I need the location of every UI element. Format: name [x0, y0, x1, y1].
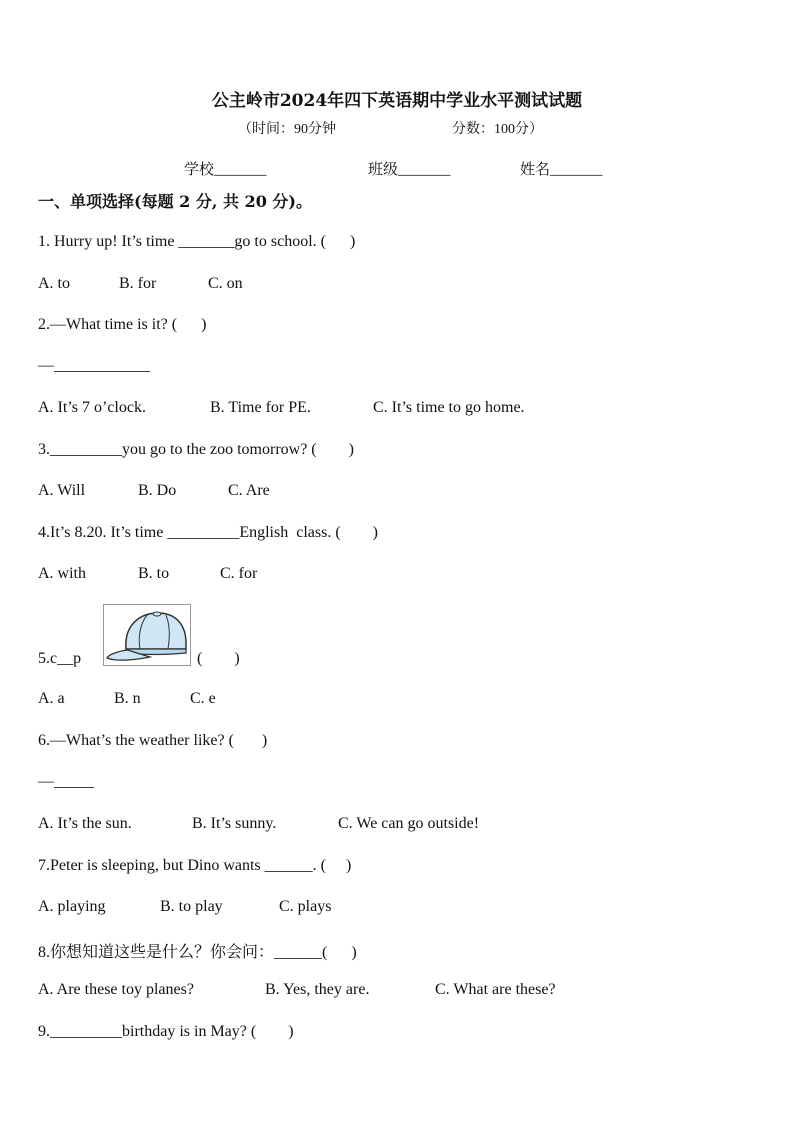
- question-1-options: [38, 275, 243, 293]
- option-c[interactable]: C. Are: [228, 482, 270, 499]
- question-5-stem: 5.c__p: [38, 650, 82, 667]
- class-field[interactable]: 班级_______: [368, 162, 451, 178]
- section-heading: 一、单项选择(每题 2 分, 共 20 分)。: [38, 192, 312, 211]
- option-b[interactable]: B. n: [114, 690, 141, 707]
- question-4-stem: 4.It’s 8.20. It’s time _________English class. ( ): [38, 524, 378, 541]
- question-1-stem: 1. Hurry up! It’s time _______go to school. ( ): [38, 233, 356, 250]
- option-a[interactable]: A. with: [38, 565, 86, 582]
- option-b[interactable]: B. for: [119, 275, 157, 292]
- option-b[interactable]: B. Time for PE.: [210, 399, 311, 416]
- question-8-options: [38, 981, 556, 999]
- question-6-stem: 6.—What’s the weather like? ( ): [38, 732, 268, 749]
- option-a[interactable]: A. playing: [38, 898, 106, 915]
- option-a[interactable]: A. Will: [38, 482, 86, 499]
- option-c[interactable]: C. e: [190, 690, 216, 707]
- exam-time: （时间：90分钟: [238, 122, 336, 137]
- option-a[interactable]: A. It’s the sun.: [38, 815, 132, 832]
- question-9-stem: 9._________birthday is in May? ( ): [38, 1023, 294, 1040]
- option-a[interactable]: A. a: [38, 690, 65, 707]
- question-8-stem: 8.你想知道这些是什么？你会问：______( ): [38, 944, 357, 961]
- option-a[interactable]: A. Are these toy planes?: [38, 981, 194, 998]
- question-3-stem: 3._________you go to the zoo tomorrow? ( ): [38, 441, 354, 458]
- cap-icon: [104, 605, 190, 665]
- question-6-answer-line[interactable]: —_____: [38, 773, 94, 790]
- question-2-options: [38, 399, 525, 417]
- option-c[interactable]: C. on: [208, 275, 243, 292]
- question-7-options: [38, 898, 331, 916]
- option-c[interactable]: C. for: [220, 565, 258, 582]
- question-4-options: [38, 565, 257, 583]
- cap-picture: [103, 604, 191, 666]
- option-b[interactable]: B. Do: [138, 482, 177, 499]
- option-b[interactable]: B. Yes, they are.: [265, 981, 370, 998]
- option-b[interactable]: B. to play: [160, 898, 223, 915]
- question-2-stem: 2.—What time is it? ( ): [38, 316, 207, 333]
- question-5-options: [38, 690, 216, 708]
- question-3-options: [38, 482, 270, 500]
- name-field[interactable]: 姓名_______: [520, 162, 603, 178]
- option-c[interactable]: C. We can go outside!: [338, 815, 480, 832]
- option-b[interactable]: B. It’s sunny.: [192, 815, 277, 832]
- option-c[interactable]: C. What are these?: [435, 981, 556, 998]
- option-b[interactable]: B. to: [138, 565, 170, 582]
- option-c[interactable]: C. plays: [279, 898, 332, 915]
- question-5-bracket[interactable]: ( ): [197, 650, 240, 667]
- option-c[interactable]: C. It’s time to go home.: [373, 399, 525, 416]
- option-a[interactable]: A. It’s 7 o’clock.: [38, 399, 146, 416]
- school-field[interactable]: 学校_______: [184, 162, 267, 178]
- question-7-stem: 7.Peter is sleeping, but Dino wants ______. ( ): [38, 857, 352, 874]
- exam-score: 分数：100分）: [452, 122, 543, 137]
- question-2-answer-line[interactable]: —____________: [38, 357, 150, 374]
- option-a[interactable]: A. to: [38, 275, 70, 292]
- page-title: 公主岭市2024年四下英语期中学业水平测试试题: [211, 91, 583, 111]
- question-6-options: [38, 815, 479, 833]
